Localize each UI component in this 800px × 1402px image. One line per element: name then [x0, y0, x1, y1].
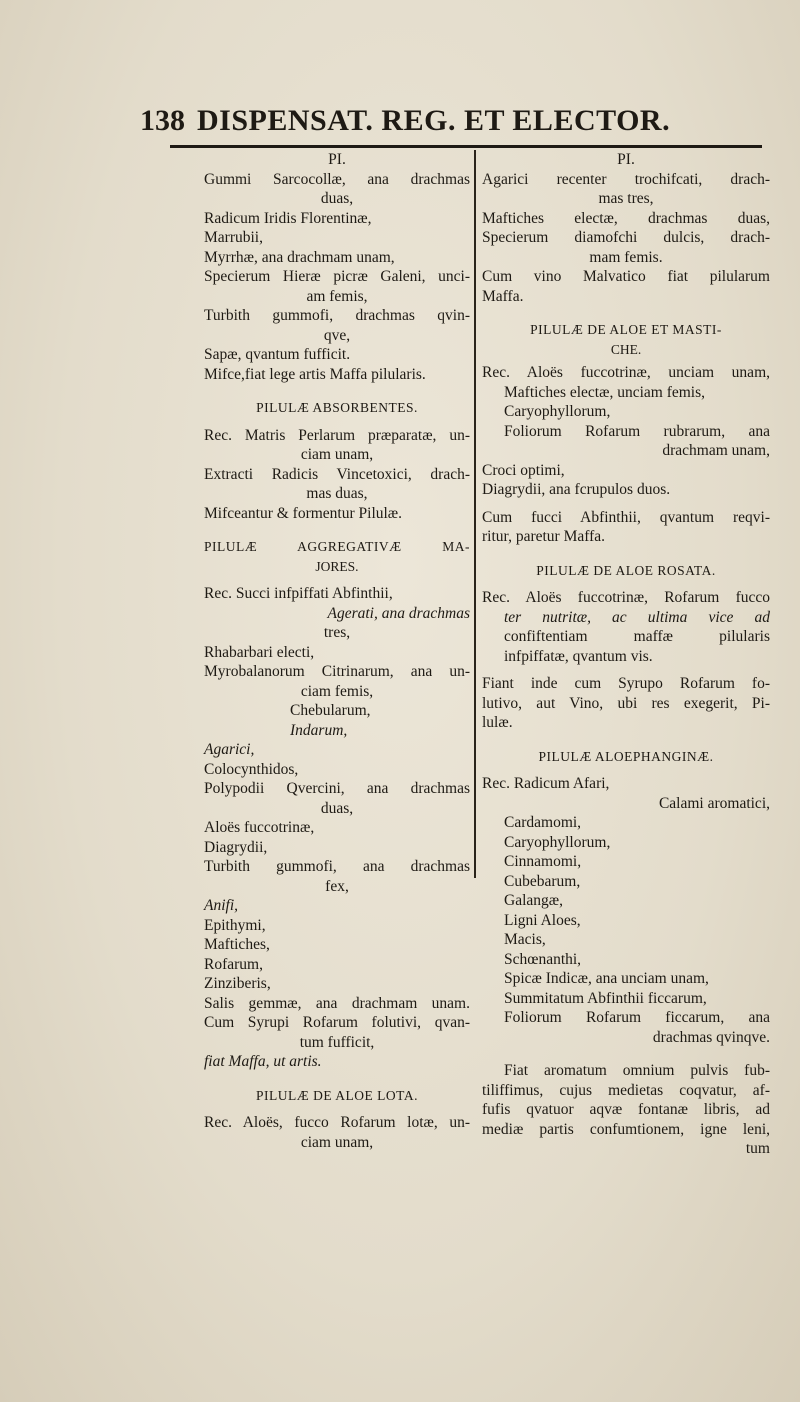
text-line: mam femis. [589, 248, 663, 266]
text-line: qve, [323, 326, 351, 344]
text-line: Cum vino Malvatico fiat pilularum [482, 268, 770, 285]
text-line: Maffa. [482, 287, 524, 305]
text-line: lutivo, aut Vino, ubi res exegerit, Pi- [482, 694, 770, 712]
text-line: ter nutritæ, ac ultima vice ad [504, 608, 770, 626]
text-line: Calami aromatici, [658, 794, 770, 812]
text-line: duas, [320, 190, 354, 207]
text-line: Agerati, ana drachmas [327, 604, 470, 622]
text-line: Aloës fuccotrinæ, [204, 819, 315, 836]
text-line: Maftiches electæ, drachmas duas, [482, 209, 770, 227]
text-line: Ligni Aloes, [504, 911, 581, 929]
text-line: Diagrydii, [204, 838, 268, 856]
text-line: Indarum, [290, 721, 348, 739]
text-line: Mifceantur & formentur Pilulæ. [204, 504, 403, 522]
text-line: Extracti Radicis Vincetoxici, drach- [204, 465, 470, 483]
text-line: Rec. Radicum Afari, [482, 775, 610, 792]
text-line: ciam unam, [300, 1133, 374, 1151]
text-line: Cum fucci Abfinthii, qvantum reqvi- [482, 508, 770, 526]
text-line: confiftentiam maffæ pilularis [504, 628, 770, 645]
right-column [482, 150, 770, 1159]
text-line: Caryophyllorum, [504, 833, 611, 851]
spacer [482, 666, 770, 674]
column-divider [474, 150, 476, 878]
text-line: PI. [617, 151, 635, 168]
text-line: Myrobalanorum Citrinarum, ana un- [204, 663, 470, 680]
text-line: fufis qvatuor aqvæ fontanæ libris, ad [482, 1101, 770, 1118]
text-line: am femis, [306, 287, 368, 305]
section-heading: PILULÆ DE ALOE ET MASTI- [530, 322, 722, 337]
left-column [204, 150, 470, 1152]
text-line: Agarici recenter trochifcati, drach- [482, 170, 770, 188]
text-line: Diagrydii, ana fcrupulos duos. [482, 481, 671, 498]
text-line: Salis gemmæ, ana drachmam unam. [204, 994, 470, 1012]
text-line: mediæ partis confumtionem, igne leni, [482, 1120, 770, 1138]
text-line: Sapæ, qvantum fufficit. [204, 346, 351, 363]
text-line: Rec. Matris Perlarum præparatæ, un- [204, 426, 470, 444]
text-line: Rec. Succi infpiffati Abfinthii, [204, 585, 393, 602]
text-line: Anifi, [204, 897, 239, 914]
text-line: tres, [323, 624, 351, 641]
section-heading: JORES. [315, 558, 359, 574]
text-line: Spicæ Indicæ, ana unciam unam, [504, 970, 709, 987]
text-line: Rofarum, [204, 955, 263, 973]
text-line: Macis, [504, 931, 546, 948]
text-line: Agarici, [204, 741, 255, 758]
text-line: Chebularum, [290, 702, 371, 719]
text-line: mas tres, [598, 190, 654, 207]
text-line: Turbith gummofi, ana drachmas [204, 858, 470, 875]
text-line: duas, [320, 799, 354, 817]
text-line: tum [745, 1140, 770, 1157]
text-line: Cinnamomi, [504, 853, 582, 870]
text-line: Specierum Hieræ picræ Galeni, unci- [204, 268, 470, 285]
text-line: Caryophyllorum, [504, 403, 611, 420]
text-line: ciam unam, [300, 446, 374, 463]
text-line: drachmam unam, [662, 442, 770, 459]
text-line: Rec. Aloës fuccotrinæ, Rofarum fucco [482, 589, 770, 606]
text-line: Fiat aromatum omnium pulvis fub- [504, 1062, 770, 1079]
text-line: Fiant inde cum Syrupo Rofarum fo- [482, 675, 770, 692]
text-line: lulæ. [482, 714, 513, 731]
section-heading: PILULÆ DE ALOE LOTA. [256, 1087, 418, 1103]
text-line: Radicum Iridis Florentinæ, [204, 209, 372, 227]
text-line: Croci optimi, [482, 461, 565, 479]
text-line: Rec. Aloës fuccotrinæ, unciam unam, [482, 364, 770, 381]
text-line: tum fufficit, [299, 1033, 375, 1051]
section-heading: PILULÆ ALOEPHANGINÆ. [538, 748, 714, 764]
page-header [140, 104, 760, 138]
text-line: Maftiches, [204, 936, 270, 953]
text-line: mas duas, [306, 485, 368, 502]
text-line: Maftiches electæ, unciam femis, [504, 383, 706, 401]
header-rule [170, 145, 762, 148]
section-heading: CHE. [610, 341, 642, 357]
text-line: Colocynthidos, [204, 760, 299, 778]
text-line: Gummi Sarcocollæ, ana drachmas [204, 170, 470, 188]
text-line: Polypodii Qvercini, ana drachmas [204, 780, 470, 797]
text-line: tiliffimus, cujus medietas coqvatur, af- [482, 1081, 770, 1099]
text-line: Specierum diamofchi dulcis, drach- [482, 229, 770, 246]
text-line: Zinziberis, [204, 975, 271, 992]
section-heading: PILULÆ ABSORBENTES. [256, 400, 418, 415]
text-line: Cubebarum, [504, 872, 581, 890]
text-line: fex, [325, 877, 349, 895]
text-line: Cardamomi, [504, 814, 582, 831]
text-line: Rec. Aloës, fucco Rofarum lotæ, un- [204, 1114, 470, 1131]
text-line: Turbith gummofi, drachmas qvin- [204, 307, 470, 324]
text-line: ciam femis, [300, 682, 374, 700]
running-head: DISPENSAT. REG. ET ELECTOR. [197, 104, 671, 137]
text-line: Rhabarbari electi, [204, 643, 315, 661]
text-line: Summitatum Abfinthii ficcarum, [504, 989, 707, 1007]
text-line: Mifce,fiat lege artis Maffa pilularis. [204, 365, 426, 383]
text-line: infpiffatæ, qvantum vis. [504, 647, 653, 665]
text-line: ritur, paretur Maffa. [482, 528, 606, 545]
text-line: Galangæ, [504, 892, 563, 909]
text-line: Myrrhæ, ana drachmam unam, [204, 248, 395, 266]
text-line: Marrubii, [204, 229, 263, 246]
page-number: 138 [140, 104, 185, 137]
text-line: drachmas qvinqve. [652, 1028, 770, 1046]
text-line: Epithymi, [204, 916, 266, 934]
text-line: fiat Maffa, ut artis. [204, 1053, 322, 1070]
text-line: Schœnanthi, [504, 950, 582, 968]
text-line: PI. [328, 151, 346, 168]
text-line: Foliorum Rofarum rubrarum, ana [504, 422, 770, 440]
text-line: Foliorum Rofarum ficcarum, ana [504, 1009, 770, 1026]
section-heading: PILULÆ DE ALOE ROSATA. [536, 562, 716, 578]
spacer [482, 1047, 770, 1061]
text-line: Cum Syrupi Rofarum folutivi, qvan- [204, 1014, 470, 1031]
section-heading: PILULÆ AGGREGATIVÆ MA- [204, 539, 470, 554]
spacer [482, 500, 770, 508]
